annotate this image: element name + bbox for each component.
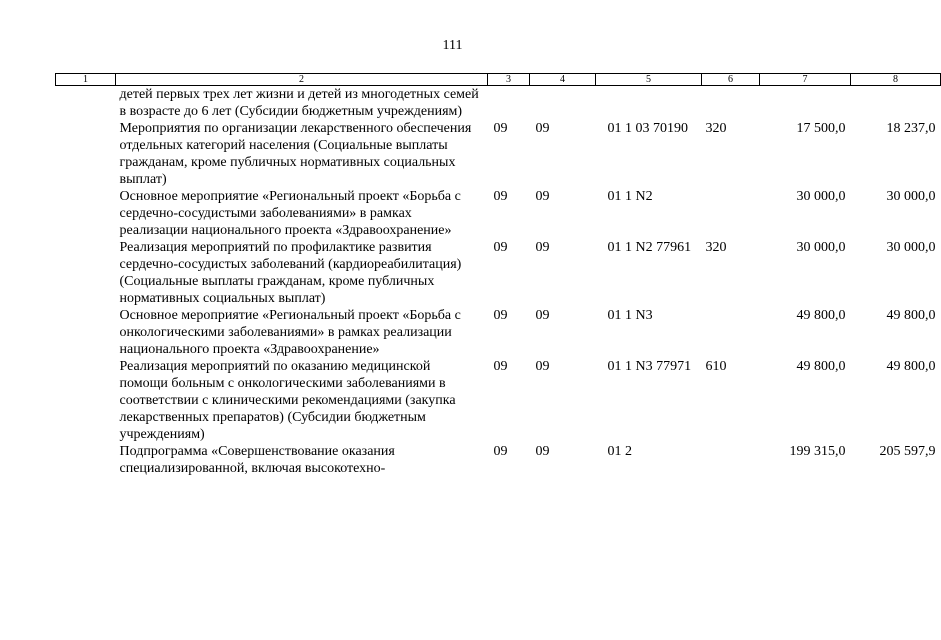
header-col-2: 2 (116, 74, 488, 86)
row-rz: 09 (493, 189, 508, 204)
table-row (56, 307, 941, 358)
row-sum-1: 30 000,0 (796, 240, 846, 255)
row-pr: 09 (535, 444, 550, 459)
row-sum-2: 49 800,0 (886, 359, 936, 374)
row-csr: 01 1 N3 (607, 308, 653, 323)
row-col-1 (56, 120, 116, 188)
row-sum-2: 30 000,0 (886, 189, 936, 204)
row-csr (596, 86, 702, 121)
header-col-5: 5 (596, 74, 702, 86)
row-rz: 09 (493, 121, 508, 136)
row-sum-1: 30 000,0 (796, 189, 846, 204)
row-sum-2: 205 597,9 (879, 444, 936, 459)
header-col-3: 3 (488, 74, 530, 86)
page-number: 111 (442, 38, 463, 53)
row-sum-2: 18 237,0 (886, 121, 936, 136)
row-sum-2: 49 800,0 (886, 308, 936, 323)
row-col-1 (56, 358, 116, 443)
table-row (56, 86, 941, 121)
row-csr: 01 1 N3 77971 (607, 359, 692, 374)
row-name: Реализация мероприятий по профилактике развития сердечно-сосудистых заболеваний (кардиореабилитация) (Социальные выплаты гражданам, кроме публичных нормативных социальных выплат) (119, 240, 462, 306)
table-row (56, 443, 941, 477)
row-rz: 09 (493, 308, 508, 323)
header-col-7: 7 (760, 74, 851, 86)
budget-table (55, 73, 941, 477)
row-vr (702, 443, 760, 477)
row-col-1 (56, 443, 116, 477)
row-vr: 610 (705, 359, 727, 374)
row-col-1 (56, 307, 116, 358)
row-sum-1: 17 500,0 (796, 121, 846, 136)
row-pr: 09 (535, 308, 550, 323)
row-pr: 09 (535, 121, 550, 136)
table-row (56, 239, 941, 307)
row-sum-1: 49 800,0 (796, 359, 846, 374)
row-name: детей первых трех лет жизни и детей из многодетных семей в возрасте до 6 лет (Субсидии бюджетным учреждениям) (119, 87, 479, 119)
row-csr: 01 1 03 70190 (607, 121, 688, 136)
row-vr: 320 (705, 121, 727, 136)
row-rz: 09 (493, 444, 508, 459)
table-row (56, 358, 941, 443)
row-vr (702, 86, 760, 121)
table-row (56, 120, 941, 188)
row-sum-1 (760, 86, 851, 121)
row-pr: 09 (535, 240, 550, 255)
row-sum-2: 30 000,0 (886, 240, 936, 255)
row-rz: 09 (493, 359, 508, 374)
row-col-1 (56, 188, 116, 239)
row-vr: 320 (705, 240, 727, 255)
row-csr: 01 1 N2 (607, 189, 653, 204)
row-pr: 09 (535, 189, 550, 204)
row-name: Подпрограмма «Совершенствование оказания специализированной, включая высокотехно- (119, 444, 395, 476)
row-col-1 (56, 86, 116, 121)
row-pr: 09 (535, 359, 550, 374)
row-sum-1: 49 800,0 (796, 308, 846, 323)
row-rz: 09 (493, 240, 508, 255)
row-name: Реализация мероприятий по оказанию медицинской помощи больным с онкологическими заболеваниями в соответствии с клиническими рекомендациями (закупка лекарственных препаратов) (Субсидии бюджетным учреждениям) (119, 359, 456, 442)
header-col-1: 1 (56, 74, 116, 86)
header-col-6: 6 (702, 74, 760, 86)
table-row (56, 188, 941, 239)
row-name: Основное мероприятие «Региональный проект «Борьба с онкологическими заболеваниями» в рамках реализации национального проекта «Здравоохранение» (119, 308, 461, 357)
row-sum-2 (851, 86, 941, 121)
row-rz (488, 86, 530, 121)
row-sum-1: 199 315,0 (789, 444, 846, 459)
row-name: Мероприятия по организации лекарственного обеспечения отдельных категорий населения (Социальные выплаты гражданам, кроме публичных нормативных социальных выплат) (119, 121, 472, 187)
row-pr (530, 86, 596, 121)
row-csr: 01 1 N2 77961 (607, 240, 692, 255)
row-vr (702, 188, 760, 239)
row-col-1 (56, 239, 116, 307)
row-vr (702, 307, 760, 358)
header-col-4: 4 (530, 74, 596, 86)
header-col-8: 8 (851, 74, 941, 86)
table-header-row (56, 74, 941, 86)
row-csr: 01 2 (607, 444, 632, 459)
row-name: Основное мероприятие «Региональный проект «Борьба с сердечно-сосудистыми заболеваниями» в рамках реализации национального проекта «Здравоохранение» (119, 189, 461, 238)
